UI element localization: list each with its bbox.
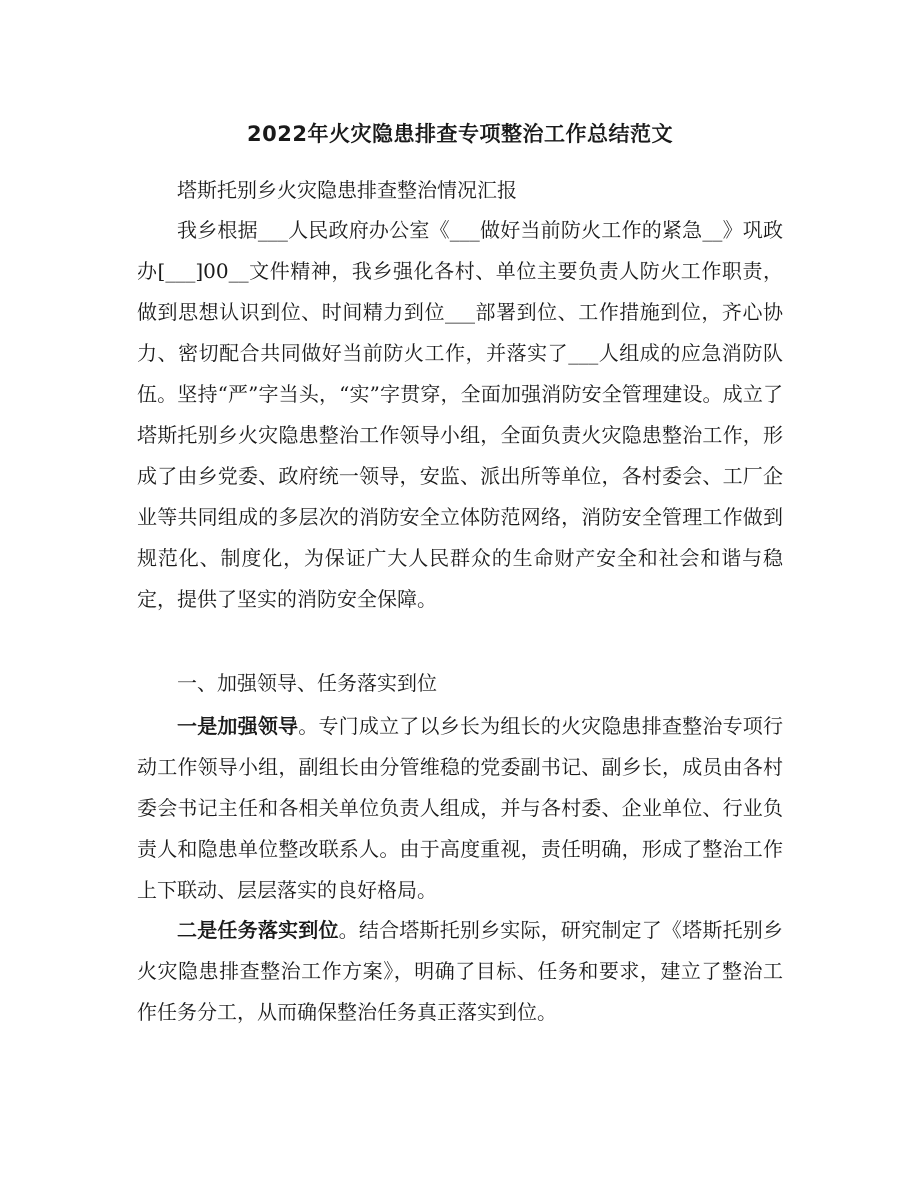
paragraph-tasks-body: 。结合塔斯托别乡实际，研究制定了《塔斯托别乡火灾隐患排查整治工作方案》，明确了目标、任务和要求，建立了整治工作任务分工，从而确保整治任务真正落实到位。 (137, 918, 784, 1024)
paragraph-leadership-text (137, 706, 783, 911)
paragraph-leadership-lead: 一是加强领导 (177, 714, 299, 738)
section-heading (137, 663, 783, 704)
paragraph-intro (137, 210, 783, 620)
paragraph-intro-text: 我乡根据___人民政府办公室《___做好当前防火工作的紧急__》巩政办[___]00__文件精神，我乡强化各村、单位主要负责人防火工作职责，做到思想认识到位、时间精力到位___部署到位、工作措施到位，齐心协力、密切配合共同做好当前防火工作，并落实了___人组成的应急消防队伍。坚持“严”字当头，“实”字贯穿，全面加强消防安全管理建设。成立了塔斯托别乡火灾隐患整治工作领导小组，全面负责火灾隐患整治工作，形成了由乡党委、政府统一领导，安监、派出所等单位，各村委会、工厂企业等共同组成的多层次的消防安全立体防范网络，消防安全管理工作做到规范化、制度化，为保证广大人民群众的生命财产安全和社会和谐与稳定，提供了坚实的消防安全保障。 (137, 218, 783, 611)
paragraph-tasks (137, 910, 783, 1033)
section-heading-text: 一、加强领导、任务落实到位 (177, 671, 437, 695)
report-subtitle (137, 170, 783, 211)
paragraph-tasks-text (137, 910, 783, 1033)
paragraph-tasks-lead: 二是任务落实到位 (177, 918, 339, 942)
document-title: 2022年火灾隐患排查专项整治工作总结范文 (247, 122, 673, 146)
paragraph-leadership-body: 。专门成立了以乡长为组长的火灾隐患排查整治专项行动工作领导小组，副组长由分管维稳的党委副书记、副乡长，成员由各村委会书记主任和各相关单位负责人组成，并与各村委、企业单位、行业负责人和隐患单位整改联系人。由于高度重视，责任明确，形成了整治工作上下联动、层层落实的良好格局。 (137, 714, 784, 902)
paragraph-leadership (137, 706, 783, 911)
subtitle-text: 塔斯托别乡火灾隐患排查整治情况汇报 (177, 178, 517, 202)
